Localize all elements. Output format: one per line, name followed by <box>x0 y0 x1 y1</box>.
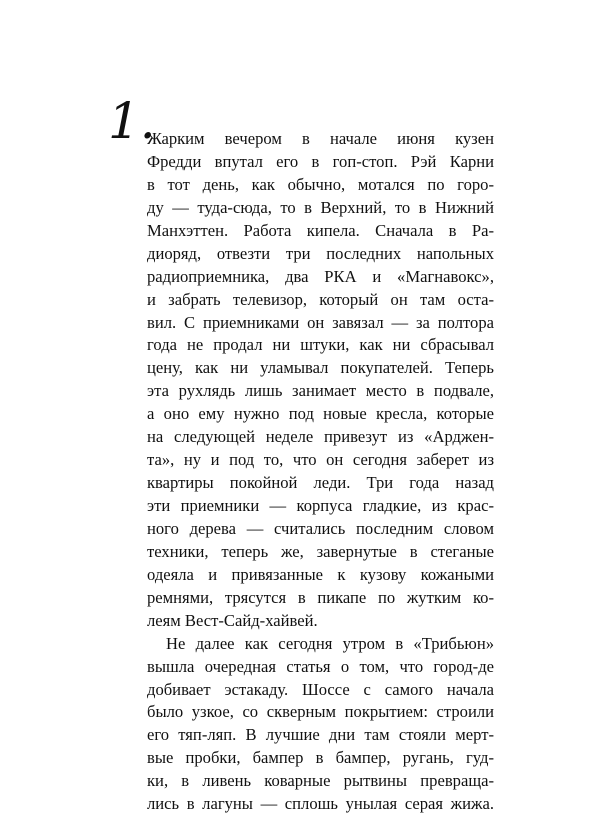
text-line: эта рухлядь лишь занимает место в подвале, <box>147 381 494 401</box>
text-line: Фредди впутал его в гоп-стоп. Рэй Карни <box>147 151 494 171</box>
text-line: ду — туда-сюда, то в Верхний, то в Нижний <box>147 197 494 217</box>
text-line: ремнями, трясутся в пикапе по жутким ко- <box>147 587 494 607</box>
text-line: на следующей неделе привезут из «Арджен- <box>147 427 494 447</box>
text-line: добивает эстакаду. Шоссе с самого начала <box>147 679 494 699</box>
text-line: Жарким вечером в начале июня кузен <box>147 129 494 148</box>
text-line: квартиры покойной леди. Три года назад <box>147 473 494 493</box>
text-line: Манхэттен. Работа кипела. Сначала в Ра- <box>147 220 494 240</box>
text-line: в тот день, как обычно, мотался по горо- <box>147 174 494 194</box>
text-line: его тяп-ляп. В лучшие дни там стояли мерт- <box>147 725 494 745</box>
text-line: ного дерева — считались последним словом <box>147 518 494 538</box>
text-line: одеяла и привязанные к кузову кожаными <box>147 564 494 584</box>
text-line: а оно ему нужно под новые кресла, которые <box>147 404 494 424</box>
text-line: вые пробки, бампер в бампер, ругань, гуд- <box>147 748 494 768</box>
text-line: и забрать телевизор, который он там оста- <box>147 289 494 309</box>
text-line: вышла очередная статья о том, что город-де <box>147 656 494 676</box>
text-line: ки, в ливень коварные рытвины превраща- <box>147 771 494 791</box>
text-line: лись в лагуны — сплошь унылая серая жижа. <box>147 794 494 814</box>
text-line: та», ну и под то, что он сегодня заберет из <box>147 450 494 470</box>
text-line: было узкое, со скверным покрытием: строили <box>147 702 494 722</box>
text-line: вил. С приемниками он завязал — за полтора <box>147 312 494 332</box>
text-line: эти приемники — корпуса гладкие, из крас- <box>147 496 494 515</box>
text-line: техники, теперь же, завернутые в стеганые <box>147 541 494 561</box>
chapter-number: 1. <box>108 92 156 150</box>
text-line: года не продал ни штуки, как ни сбрасывал <box>147 335 494 355</box>
text-line: цену, как ни уламывал покупателей. Теперь <box>147 358 494 378</box>
text-line: леям Вест-Сайд-хайвей. <box>147 610 318 630</box>
text-line: радиоприемника, два РКА и «Магнавокс», <box>147 266 494 286</box>
text-line: Не далее как сегодня утром в «Трибьюн» <box>166 633 494 653</box>
chapter-text <box>147 128 494 816</box>
text-line: диоряд, отвезти три последних напольных <box>147 243 494 263</box>
